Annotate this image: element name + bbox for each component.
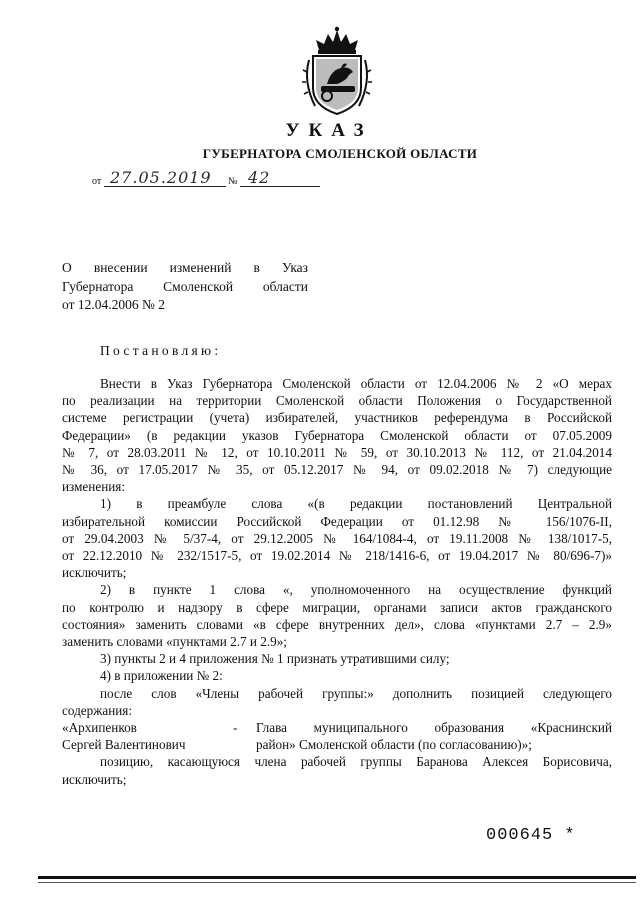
item-4-sub-line: содержания: <box>62 702 133 718</box>
document-issuer: ГУБЕРНАТОРА СМОЛЕНСКОЙ ОБЛАСТИ <box>202 146 478 161</box>
member-given-names: Сергей Валентинович <box>62 737 186 753</box>
bottom-rule-thin <box>38 882 636 883</box>
final-line: позицию, касающуюся члена рабочей группы Баранова Алексея Борисовича, <box>100 754 612 770</box>
member-position-line: район» Смоленской области (по согласованию)»; <box>256 737 532 753</box>
member-name <box>62 719 252 753</box>
body-line: № 7, от 28.03.2011 № 12, от 10.10.2011 № 59, от 30.10.2013 № 112, от 21.04.2014 <box>62 444 612 460</box>
document-subject <box>62 259 308 315</box>
handwritten-date: 27.05.2019 <box>110 168 212 187</box>
item-1-line: избирательной комиссии Российской Федерации от 01.12.98 № 156/1076-II, <box>62 513 612 529</box>
document-serial-number: 000645 * <box>486 826 576 845</box>
item-2-line: 2) в пункте 1 слова «, уполномоченного на осуществление функций <box>100 582 612 598</box>
date-from-label: от <box>92 176 102 187</box>
item-3-line: 3) пункты 2 и 4 приложения № 1 признать утратившими силу; <box>100 651 450 667</box>
body-line: изменения: <box>62 479 126 495</box>
item-1-line: 1) в преамбуле слова «(в редакции постановлений Центральной <box>100 496 612 512</box>
item-1-line: от 22.12.2010 № 232/1517-5, от 19.02.2014 № 218/1416-6, от 19.04.2017 № 80/696-7)» <box>62 548 612 564</box>
body-line: системе регистрации (учета) избирателей, участников референдума в Российской <box>62 410 612 426</box>
item-2-line: заменить словами «пунктами 2.7 и 2.9»; <box>62 634 287 650</box>
member-position-line: Глава муниципального образования «Краснинский <box>256 720 612 736</box>
item-2-line: по контролю и надзору в сфере миграции, органами записи актов гражданского <box>62 599 612 615</box>
smolensk-coat-of-arms-emblem <box>297 26 377 118</box>
item-1-line: от 29.04.2003 № 5/37-4, от 29.12.2005 № 164/1084-4, от 19.11.2008 № 138/1017-5, <box>62 530 612 546</box>
new-member-entry <box>62 719 612 753</box>
item-2-line: состояния» заменить словами «в сфере внутренних дел», слова «пунктами 2.7 – 2.9» <box>62 616 612 632</box>
body-line: по реализации на территории Смоленской области Положения о Государственной <box>62 393 612 409</box>
member-dash: - <box>233 720 238 736</box>
body-line: Внести в Указ Губернатора Смоленской области от 12.04.2006 № 2 «О мерах <box>100 376 612 391</box>
member-surname: «Архипенков <box>62 720 137 736</box>
subject-line: от 12.04.2006 № 2 <box>62 297 165 312</box>
item-4-sub-line: после слов «Члены рабочей группы:» дополнить позицией следующего <box>100 685 612 701</box>
body-line: № 36, от 17.05.2017 № 35, от 05.12.2017 № 94, от 09.02.2018 № 7) следующие <box>62 462 612 478</box>
item-1-line: исключить; <box>62 565 127 581</box>
body-line: Федерации» (в редакции указов Губернатора Смоленской области от 07.05.2009 <box>62 427 612 443</box>
document-type-title: УКАЗ <box>285 120 373 141</box>
decree-word: Постановляю: <box>100 343 222 358</box>
bottom-rule <box>38 876 636 879</box>
document-body <box>62 375 612 788</box>
number-label: № <box>228 176 238 187</box>
handwritten-number: 42 <box>248 168 271 187</box>
subject-line: О внесении изменений в Указ <box>62 260 308 275</box>
item-4-line: 4) в приложении № 2: <box>100 668 223 684</box>
final-line: исключить; <box>62 771 127 787</box>
member-position <box>256 719 612 753</box>
subject-line: Губернатора Смоленской области <box>62 278 308 294</box>
